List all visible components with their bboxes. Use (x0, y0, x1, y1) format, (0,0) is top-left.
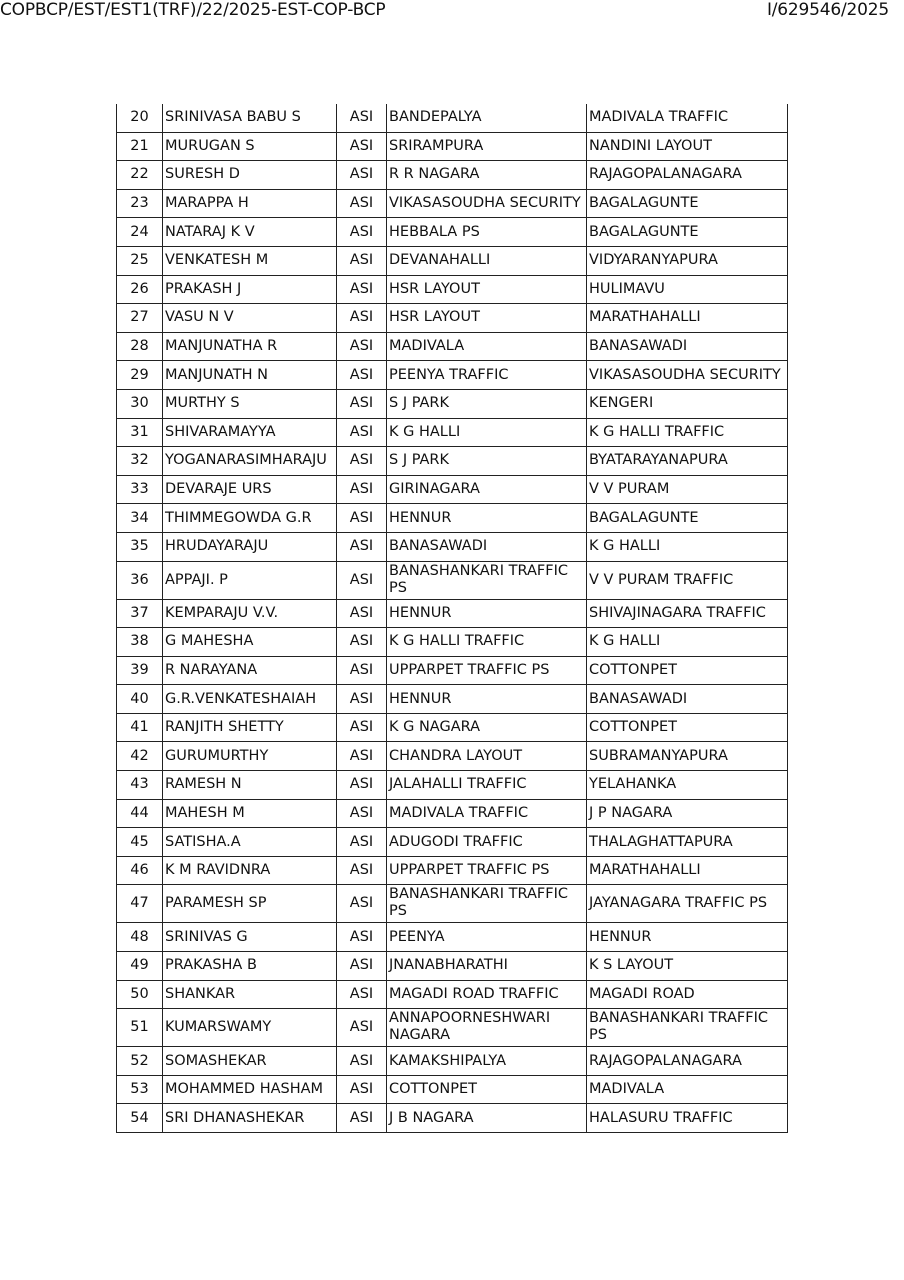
serial-number-cell: 48 (117, 923, 163, 952)
table-row (117, 685, 788, 714)
transfer-posting-cell: K G HALLI (587, 628, 788, 657)
officer-name-cell: APPAJI. P (163, 561, 337, 599)
rank-cell: ASI (337, 475, 387, 504)
document-file-number: I/629546/2025 (766, 0, 889, 20)
transfer-posting-cell: NANDINI LAYOUT (587, 132, 788, 161)
transfer-posting-cell: K G HALLI TRAFFIC (587, 418, 788, 447)
rank-cell: ASI (337, 713, 387, 742)
transfer-posting-cell: JAYANAGARA TRAFFIC PS (587, 885, 788, 923)
transfer-posting-cell: HALASURU TRAFFIC (587, 1104, 788, 1133)
current-posting-cell: PEENYA TRAFFIC (387, 361, 587, 390)
rank-cell: ASI (337, 304, 387, 333)
table-row (117, 771, 788, 800)
serial-number-cell: 41 (117, 713, 163, 742)
current-posting-cell: JNANABHARATHI (387, 952, 587, 981)
officer-name-cell: SRINIVAS G (163, 923, 337, 952)
current-posting-cell: CHANDRA LAYOUT (387, 742, 587, 771)
current-posting-cell: ANNAPOORNESHWARI NAGARA (387, 1009, 587, 1047)
table-row (117, 275, 788, 304)
officer-name-cell: MANJUNATH N (163, 361, 337, 390)
current-posting-cell: K G HALLI (387, 418, 587, 447)
rank-cell: ASI (337, 1047, 387, 1076)
table-row (117, 828, 788, 857)
officer-name-cell: GURUMURTHY (163, 742, 337, 771)
table-row (117, 332, 788, 361)
current-posting-cell: K G NAGARA (387, 713, 587, 742)
rank-cell: ASI (337, 132, 387, 161)
transfer-list-body (117, 104, 788, 1133)
serial-number-cell: 50 (117, 980, 163, 1009)
officer-name-cell: PARAMESH SP (163, 885, 337, 923)
officer-name-cell: DEVARAJE URS (163, 475, 337, 504)
rank-cell: ASI (337, 980, 387, 1009)
rank-cell: ASI (337, 885, 387, 923)
transfer-list-table (116, 104, 788, 1133)
current-posting-cell: HEBBALA PS (387, 218, 587, 247)
transfer-posting-cell: KENGERI (587, 389, 788, 418)
table-row (117, 161, 788, 190)
transfer-posting-cell: K S LAYOUT (587, 952, 788, 981)
transfer-posting-cell: MARATHAHALLI (587, 856, 788, 885)
rank-cell: ASI (337, 742, 387, 771)
transfer-posting-cell: MARATHAHALLI (587, 304, 788, 333)
officer-name-cell: VASU N V (163, 304, 337, 333)
current-posting-cell: PEENYA (387, 923, 587, 952)
table-row (117, 246, 788, 275)
rank-cell: ASI (337, 275, 387, 304)
table-row (117, 599, 788, 628)
table-row (117, 218, 788, 247)
rank-cell: ASI (337, 389, 387, 418)
rank-cell: ASI (337, 856, 387, 885)
transfer-posting-cell: V V PURAM (587, 475, 788, 504)
serial-number-cell: 53 (117, 1075, 163, 1104)
current-posting-cell: KAMAKSHIPALYA (387, 1047, 587, 1076)
officer-name-cell: G.R.VENKATESHAIAH (163, 685, 337, 714)
table-row (117, 418, 788, 447)
rank-cell: ASI (337, 218, 387, 247)
table-row (117, 628, 788, 657)
transfer-posting-cell: K G HALLI (587, 532, 788, 561)
serial-number-cell: 44 (117, 799, 163, 828)
rank-cell: ASI (337, 685, 387, 714)
transfer-posting-cell: MADIVALA TRAFFIC (587, 104, 788, 132)
serial-number-cell: 23 (117, 189, 163, 218)
current-posting-cell: MAGADI ROAD TRAFFIC (387, 980, 587, 1009)
current-posting-cell: MADIVALA (387, 332, 587, 361)
transfer-posting-cell: MADIVALA (587, 1075, 788, 1104)
officer-name-cell: PRAKASHA B (163, 952, 337, 981)
rank-cell: ASI (337, 1009, 387, 1047)
officer-name-cell: NATARAJ K V (163, 218, 337, 247)
officer-name-cell: K M RAVIDNRA (163, 856, 337, 885)
current-posting-cell: UPPARPET TRAFFIC PS (387, 856, 587, 885)
officer-name-cell: SATISHA.A (163, 828, 337, 857)
table-row (117, 713, 788, 742)
officer-name-cell: MURUGAN S (163, 132, 337, 161)
transfer-posting-cell: J P NAGARA (587, 799, 788, 828)
table-row (117, 1104, 788, 1133)
transfer-posting-cell: COTTONPET (587, 656, 788, 685)
table-row (117, 980, 788, 1009)
current-posting-cell: UPPARPET TRAFFIC PS (387, 656, 587, 685)
transfer-posting-cell: BANASAWADI (587, 685, 788, 714)
officer-name-cell: RAMESH N (163, 771, 337, 800)
current-posting-cell: DEVANAHALLI (387, 246, 587, 275)
officer-name-cell: YOGANARASIMHARAJU (163, 447, 337, 476)
officer-name-cell: KUMARSWAMY (163, 1009, 337, 1047)
serial-number-cell: 26 (117, 275, 163, 304)
serial-number-cell: 24 (117, 218, 163, 247)
current-posting-cell: GIRINAGARA (387, 475, 587, 504)
rank-cell: ASI (337, 923, 387, 952)
serial-number-cell: 39 (117, 656, 163, 685)
rank-cell: ASI (337, 799, 387, 828)
serial-number-cell: 38 (117, 628, 163, 657)
officer-name-cell: PRAKASH J (163, 275, 337, 304)
current-posting-cell: BANDEPALYA (387, 104, 587, 132)
table-row (117, 742, 788, 771)
serial-number-cell: 28 (117, 332, 163, 361)
officer-name-cell: G MAHESHA (163, 628, 337, 657)
serial-number-cell: 27 (117, 304, 163, 333)
serial-number-cell: 20 (117, 104, 163, 132)
serial-number-cell: 35 (117, 532, 163, 561)
transfer-posting-cell: BANASAWADI (587, 332, 788, 361)
table-row (117, 923, 788, 952)
rank-cell: ASI (337, 104, 387, 132)
officer-name-cell: MOHAMMED HASHAM (163, 1075, 337, 1104)
transfer-posting-cell: BANASHANKARI TRAFFIC PS (587, 1009, 788, 1047)
table-row (117, 504, 788, 533)
officer-name-cell: SRI DHANASHEKAR (163, 1104, 337, 1133)
table-row (117, 952, 788, 981)
transfer-posting-cell: HENNUR (587, 923, 788, 952)
serial-number-cell: 54 (117, 1104, 163, 1133)
table-row (117, 304, 788, 333)
table-row (117, 189, 788, 218)
table-row (117, 361, 788, 390)
rank-cell: ASI (337, 771, 387, 800)
rank-cell: ASI (337, 532, 387, 561)
officer-name-cell: SURESH D (163, 161, 337, 190)
officer-name-cell: HRUDAYARAJU (163, 532, 337, 561)
serial-number-cell: 46 (117, 856, 163, 885)
rank-cell: ASI (337, 1104, 387, 1133)
table-row (117, 132, 788, 161)
officer-name-cell: R NARAYANA (163, 656, 337, 685)
table-row (117, 656, 788, 685)
officer-name-cell: RANJITH SHETTY (163, 713, 337, 742)
table-row (117, 532, 788, 561)
officer-name-cell: THIMMEGOWDA G.R (163, 504, 337, 533)
rank-cell: ASI (337, 952, 387, 981)
serial-number-cell: 36 (117, 561, 163, 599)
officer-name-cell: MAHESH M (163, 799, 337, 828)
transfer-posting-cell: SHIVAJINAGARA TRAFFIC (587, 599, 788, 628)
current-posting-cell: VIKASASOUDHA SECURITY (387, 189, 587, 218)
transfer-posting-cell: BYATARAYANAPURA (587, 447, 788, 476)
serial-number-cell: 51 (117, 1009, 163, 1047)
rank-cell: ASI (337, 189, 387, 218)
transfer-posting-cell: YELAHANKA (587, 771, 788, 800)
transfer-posting-cell: THALAGHATTAPURA (587, 828, 788, 857)
current-posting-cell: BANASHANKARI TRAFFIC PS (387, 561, 587, 599)
table-row (117, 104, 788, 132)
current-posting-cell: SRIRAMPURA (387, 132, 587, 161)
table-row (117, 856, 788, 885)
serial-number-cell: 21 (117, 132, 163, 161)
rank-cell: ASI (337, 504, 387, 533)
serial-number-cell: 30 (117, 389, 163, 418)
transfer-posting-cell: COTTONPET (587, 713, 788, 742)
current-posting-cell: BANASHANKARI TRAFFIC PS (387, 885, 587, 923)
current-posting-cell: JALAHALLI TRAFFIC (387, 771, 587, 800)
transfer-posting-cell: MAGADI ROAD (587, 980, 788, 1009)
table-row (117, 885, 788, 923)
officer-name-cell: VENKATESH M (163, 246, 337, 275)
serial-number-cell: 37 (117, 599, 163, 628)
officer-name-cell: KEMPARAJU V.V. (163, 599, 337, 628)
current-posting-cell: HSR LAYOUT (387, 304, 587, 333)
current-posting-cell: K G HALLI TRAFFIC (387, 628, 587, 657)
officer-name-cell: MARAPPA H (163, 189, 337, 218)
current-posting-cell: BANASAWADI (387, 532, 587, 561)
transfer-posting-cell: BAGALAGUNTE (587, 189, 788, 218)
serial-number-cell: 31 (117, 418, 163, 447)
rank-cell: ASI (337, 246, 387, 275)
serial-number-cell: 40 (117, 685, 163, 714)
current-posting-cell: HENNUR (387, 599, 587, 628)
transfer-posting-cell: RAJAGOPALANAGARA (587, 161, 788, 190)
transfer-posting-cell: RAJAGOPALANAGARA (587, 1047, 788, 1076)
rank-cell: ASI (337, 447, 387, 476)
rank-cell: ASI (337, 656, 387, 685)
current-posting-cell: HENNUR (387, 504, 587, 533)
transfer-posting-cell: BAGALAGUNTE (587, 504, 788, 533)
current-posting-cell: HSR LAYOUT (387, 275, 587, 304)
current-posting-cell: S J PARK (387, 447, 587, 476)
officer-name-cell: SHANKAR (163, 980, 337, 1009)
serial-number-cell: 43 (117, 771, 163, 800)
table-row (117, 1075, 788, 1104)
rank-cell: ASI (337, 361, 387, 390)
officer-name-cell: MANJUNATHA R (163, 332, 337, 361)
current-posting-cell: MADIVALA TRAFFIC (387, 799, 587, 828)
serial-number-cell: 49 (117, 952, 163, 981)
serial-number-cell: 34 (117, 504, 163, 533)
transfer-posting-cell: HULIMAVU (587, 275, 788, 304)
serial-number-cell: 47 (117, 885, 163, 923)
rank-cell: ASI (337, 1075, 387, 1104)
serial-number-cell: 22 (117, 161, 163, 190)
current-posting-cell: J B NAGARA (387, 1104, 587, 1133)
serial-number-cell: 52 (117, 1047, 163, 1076)
table-row (117, 561, 788, 599)
serial-number-cell: 29 (117, 361, 163, 390)
table-row (117, 1047, 788, 1076)
document-reference-number: COPBCP/EST/EST1(TRF)/22/2025-EST-COP-BCP (0, 0, 386, 20)
table-row (117, 1009, 788, 1047)
officer-name-cell: SOMASHEKAR (163, 1047, 337, 1076)
transfer-posting-cell: V V PURAM TRAFFIC (587, 561, 788, 599)
serial-number-cell: 33 (117, 475, 163, 504)
table-row (117, 475, 788, 504)
rank-cell: ASI (337, 161, 387, 190)
serial-number-cell: 32 (117, 447, 163, 476)
table-row (117, 799, 788, 828)
current-posting-cell: COTTONPET (387, 1075, 587, 1104)
rank-cell: ASI (337, 628, 387, 657)
current-posting-cell: S J PARK (387, 389, 587, 418)
current-posting-cell: ADUGODI TRAFFIC (387, 828, 587, 857)
rank-cell: ASI (337, 599, 387, 628)
transfer-posting-cell: SUBRAMANYAPURA (587, 742, 788, 771)
transfer-posting-cell: BAGALAGUNTE (587, 218, 788, 247)
transfer-posting-cell: VIKASASOUDHA SECURITY (587, 361, 788, 390)
officer-name-cell: SRINIVASA BABU S (163, 104, 337, 132)
rank-cell: ASI (337, 332, 387, 361)
officer-name-cell: MURTHY S (163, 389, 337, 418)
transfer-posting-cell: VIDYARANYAPURA (587, 246, 788, 275)
rank-cell: ASI (337, 828, 387, 857)
rank-cell: ASI (337, 561, 387, 599)
current-posting-cell: HENNUR (387, 685, 587, 714)
current-posting-cell: R R NAGARA (387, 161, 587, 190)
serial-number-cell: 25 (117, 246, 163, 275)
table-row (117, 447, 788, 476)
table-row (117, 389, 788, 418)
serial-number-cell: 45 (117, 828, 163, 857)
serial-number-cell: 42 (117, 742, 163, 771)
officer-name-cell: SHIVARAMAYYA (163, 418, 337, 447)
rank-cell: ASI (337, 418, 387, 447)
